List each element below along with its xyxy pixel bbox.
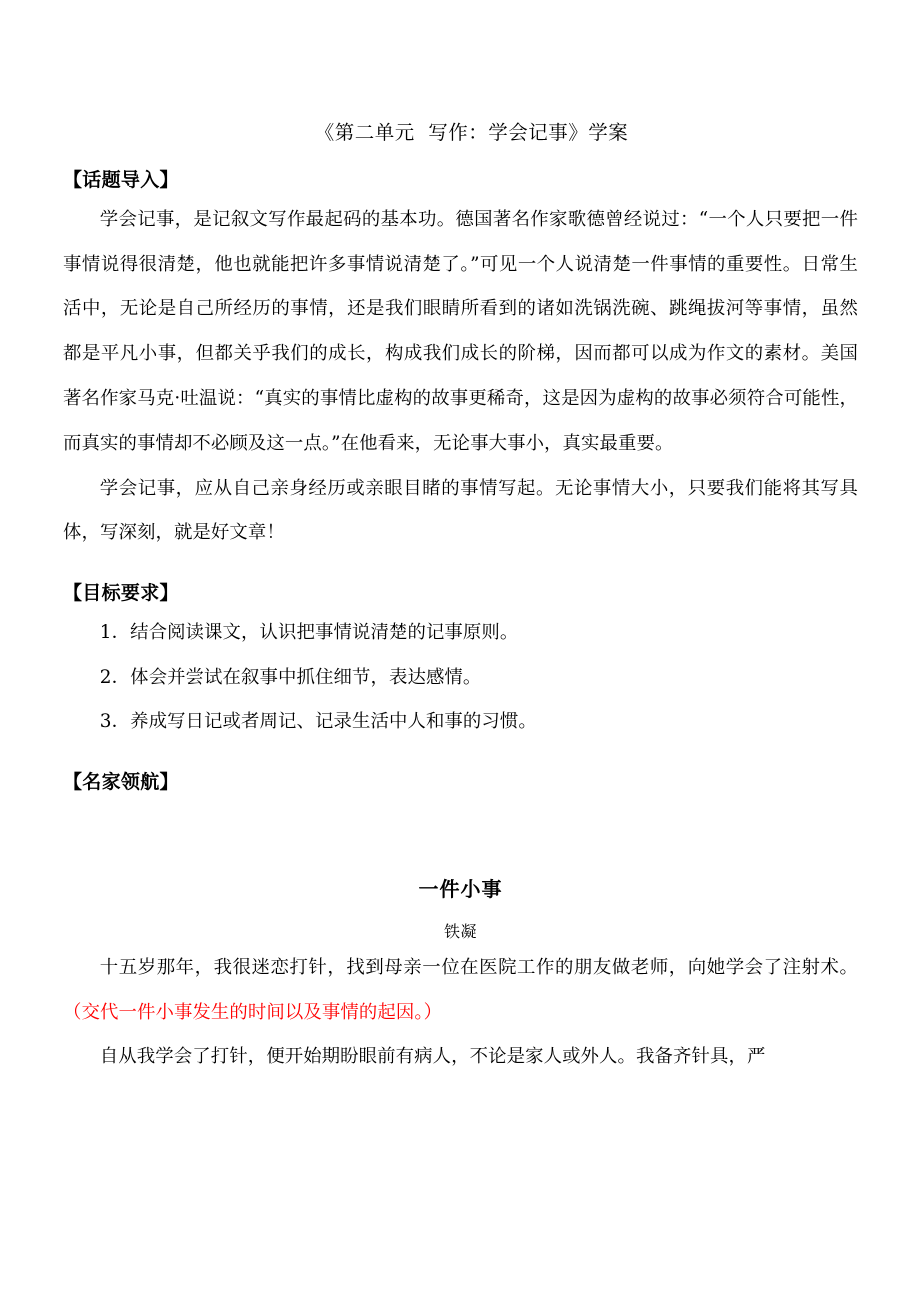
article-paragraph-1 bbox=[63, 946, 858, 1036]
section-heading-objectives: 【目标要求】 bbox=[63, 582, 179, 605]
article-paragraph-2: 自从我学会了打针，便开始期盼眼前有病人，不论是家人或外人。我备齐针具，严 bbox=[99, 1046, 766, 1068]
article-title: 一件小事 bbox=[418, 876, 503, 901]
article-paragraph-1-text: 十五岁那年，我很迷恋打针，找到母亲一位在医院工作的朋友做老师，向她学会了注射术。 bbox=[99, 956, 858, 978]
objective-item-3: 3．养成写日记或者周记、记录生活中人和事的习惯。 bbox=[99, 711, 537, 733]
article-author: 铁凝 bbox=[443, 921, 477, 941]
topic-intro-paragraph-2: 学会记事，应从自己亲身经历或亲眼目睹的事情写起。无论事情大小，只要我们能将其写具体，写深刻，就是好文章！ bbox=[63, 477, 858, 544]
article-paragraph-1-annotation: （交代一件小事发生的时间以及事情的起因。） bbox=[63, 1001, 443, 1023]
section-heading-master-guide: 【名家领航】 bbox=[63, 771, 179, 794]
section-spacer bbox=[63, 800, 858, 874]
document-content bbox=[63, 0, 858, 1080]
objective-item-1: 1．结合阅读课文，认识把事情说清楚的记事原则。 bbox=[99, 621, 519, 643]
objective-item-2: 2．体会并尝试在叙事中抓住细节，表达感情。 bbox=[99, 666, 482, 688]
page-title: 《第二单元 写作：学会记事》学案 bbox=[314, 121, 629, 144]
topic-intro-paragraph-1: 学会记事，是记叙文写作最起码的基本功。德国著名作家歌德曾经说过：“一个人只要把一件事情说得很清楚，他也就能把许多事情说清楚了。”可见一个人说清楚一件事情的重要性。日常生活中，无论是自己所经历的事情，还是我们眼睛所看到的诸如洗锅洗碗、跳绳拔河等事情，虽然都是平凡小事，但都关乎我们的成长，构成我们成长的阶梯，因而都可以成为作文的素材。美国著名作家马克·吐温说：“真实的事情比虚构的故事更稀奇，这是因为虚构的故事必须符合可能性，而真实的事情却不必顾及这一点。”在他看来，无论事大事小，真实最重要。 bbox=[63, 208, 858, 454]
section-heading-topic-intro: 【话题导入】 bbox=[63, 169, 179, 192]
